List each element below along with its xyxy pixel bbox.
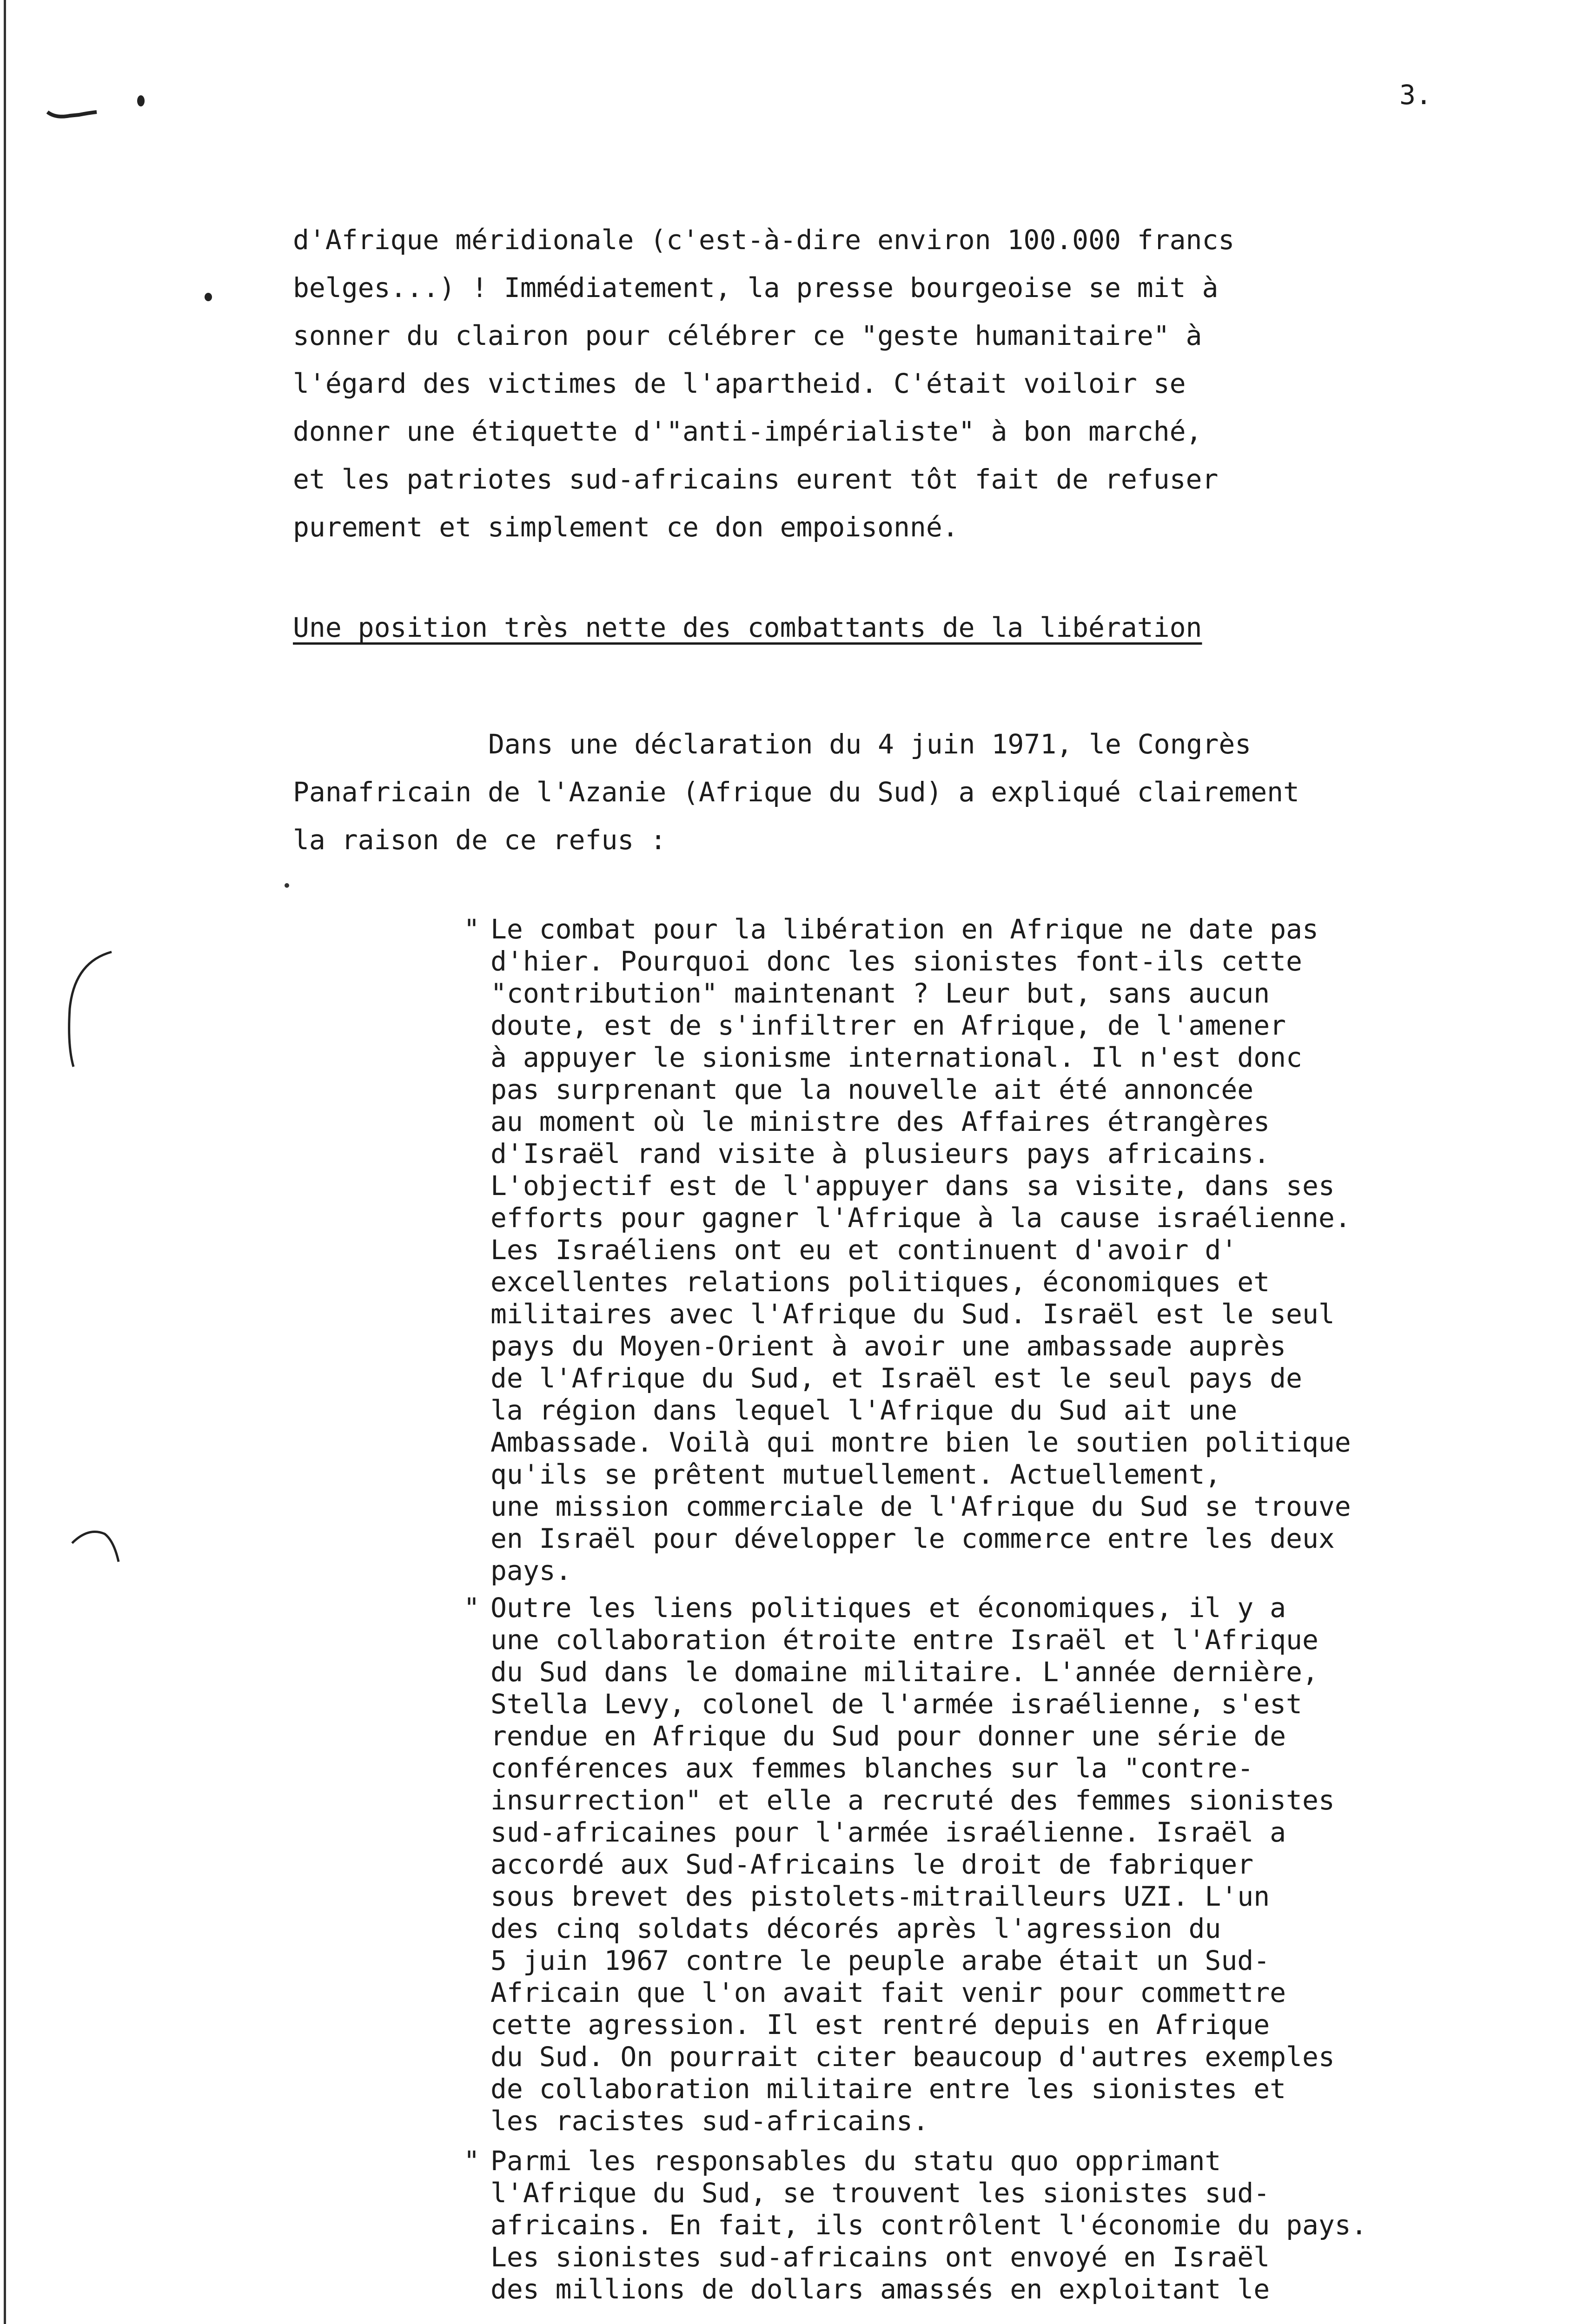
declaration-paragraph xyxy=(293,720,1299,864)
text-line: la raison de ce refus : xyxy=(293,824,667,856)
quote-line: L'objectif est de l'appuyer dans sa visite, dans ses xyxy=(490,1170,1335,1202)
quote-mark: " xyxy=(464,2145,480,2177)
quote-line: Les sionistes sud-africains ont envoyé en Israël xyxy=(490,2241,1270,2273)
scan-margin-mark xyxy=(60,948,116,1069)
quote-line: sous brevet des pistolets-mitrailleurs UZI. L'un xyxy=(490,1881,1270,1912)
scan-speck xyxy=(137,95,145,106)
quote-line: une mission commerciale de l'Afrique du Sud se trouve xyxy=(490,1491,1351,1522)
quote-block-3 xyxy=(464,2145,1367,2305)
quote-line: du Sud. On pourrait citer beaucoup d'autres exemples xyxy=(490,2041,1335,2073)
quote-line: doute, est de s'infiltrer en Afrique, de l'amener xyxy=(490,1010,1286,1041)
scan-margin-mark xyxy=(70,1525,121,1566)
quote-line: africains. En fait, ils contrôlent l'économie du pays. xyxy=(490,2209,1367,2241)
quote-line: cette agression. Il est rentré depuis en Afrique xyxy=(490,2009,1270,2040)
quote-line: militaires avec l'Afrique du Sud. Israël est le seul xyxy=(490,1298,1335,1330)
text-line: l'égard des victimes de l'apartheid. C'était voiloir se xyxy=(293,368,1186,399)
quote-line: pays du Moyen-Orient à avoir une ambassade auprès xyxy=(490,1330,1286,1362)
quote-line: Les Israéliens ont eu et continuent d'avoir d' xyxy=(490,1234,1238,1266)
quote-line: qu'ils se prêtent mutuellement. Actuellement, xyxy=(490,1459,1221,1490)
quote-block-1 xyxy=(464,913,1351,1587)
quote-line: insurrection" et elle a recruté des femmes sionistes xyxy=(490,1784,1335,1816)
quote-line: la région dans lequel l'Afrique du Sud ait une xyxy=(490,1394,1238,1426)
quote-line: pas surprenant que la nouvelle ait été annoncée xyxy=(490,1074,1254,1105)
quote-line: des cinq soldats décorés après l'agression du xyxy=(490,1913,1221,1944)
quote-line: l'Afrique du Sud, se trouvent les sionistes sud- xyxy=(490,2177,1270,2209)
quote-line: Parmi les responsables du statu quo opprimant xyxy=(490,2145,1221,2177)
quote-line: accordé aux Sud-Africains le droit de fabriquer xyxy=(490,1849,1254,1880)
quote-line: d'hier. Pourquoi donc les sionistes font-ils cette xyxy=(490,945,1302,977)
quote-line: Ambassade. Voilà qui montre bien le soutien politique xyxy=(490,1426,1351,1458)
scan-speck xyxy=(205,293,212,301)
quote-line: pays. xyxy=(490,1555,572,1586)
quote-line: Outre les liens politiques et économiques, il y a xyxy=(490,1592,1286,1624)
text-line: donner une étiquette d'"anti-impérialiste" à bon marché, xyxy=(293,416,1202,447)
text-line: et les patriotes sud-africains eurent tôt fait de refuser xyxy=(293,463,1219,495)
quote-line: excellentes relations politiques, économiques et xyxy=(490,1266,1270,1298)
quote-line: au moment où le ministre des Affaires étrangères xyxy=(490,1106,1270,1137)
quote-line: à appuyer le sionisme international. Il n'est donc xyxy=(490,1042,1302,1073)
text-line: Dans une déclaration du 4 juin 1971, le Congrès xyxy=(488,728,1252,760)
quote-line: des millions de dollars amassés en exploitant le xyxy=(490,2273,1270,2305)
quote-mark: " xyxy=(464,913,480,945)
quote-mark: " xyxy=(464,1592,480,1624)
quote-line: les racistes sud-africains. xyxy=(490,2105,929,2137)
quote-line: "contribution" maintenant ? Leur but, sans aucun xyxy=(490,977,1270,1009)
quote-line: de l'Afrique du Sud, et Israël est le seul pays de xyxy=(490,1362,1302,1394)
quote-line: d'Israël rand visite à plusieurs pays africains. xyxy=(490,1138,1270,1169)
quote-line: Stella Levy, colonel de l'armée israélienne, s'est xyxy=(490,1688,1302,1720)
quote-line: Le combat pour la libération en Afrique ne date pas xyxy=(490,913,1319,945)
scan-left-edge xyxy=(4,0,6,2324)
text-line: belges...) ! Immédiatement, la presse bourgeoise se mit à xyxy=(293,272,1219,304)
text-line: d'Afrique méridionale (c'est-à-dire environ 100.000 francs xyxy=(293,224,1235,256)
quote-line: sud-africaines pour l'armée israélienne. Israël a xyxy=(490,1816,1286,1848)
scan-speck xyxy=(285,883,289,888)
text-line: Panafricain de l'Azanie (Afrique du Sud) a expliqué clairement xyxy=(293,776,1299,808)
quote-block-2 xyxy=(464,1592,1335,2137)
text-line: purement et simplement ce don empoisonné. xyxy=(293,511,959,543)
quote-line: Africain que l'on avait fait venir pour commettre xyxy=(490,1977,1286,2008)
text-line: sonner du clairon pour célébrer ce "geste humanitaire" à xyxy=(293,320,1202,351)
quote-line: conférences aux femmes blanches sur la "contre- xyxy=(490,1752,1254,1784)
quote-line: du Sud dans le domaine militaire. L'année dernière, xyxy=(490,1656,1319,1688)
quote-line: efforts pour gagner l'Afrique à la cause israélienne. xyxy=(490,1202,1351,1234)
section-heading: Une position très nette des combattants de la libération xyxy=(293,612,1202,643)
quote-line: une collaboration étroite entre Israël et l'Afrique xyxy=(490,1624,1319,1656)
quote-line: rendue en Afrique du Sud pour donner une série de xyxy=(490,1720,1286,1752)
quote-line: en Israël pour développer le commerce entre les deux xyxy=(490,1523,1335,1554)
quote-line: de collaboration militaire entre les sionistes et xyxy=(490,2073,1286,2105)
quote-line: 5 juin 1967 contre le peuple arabe était un Sud- xyxy=(490,1945,1270,1976)
intro-paragraph xyxy=(293,216,1474,551)
page-number: 3. xyxy=(1399,79,1432,111)
scan-mark-top-left xyxy=(46,109,98,119)
